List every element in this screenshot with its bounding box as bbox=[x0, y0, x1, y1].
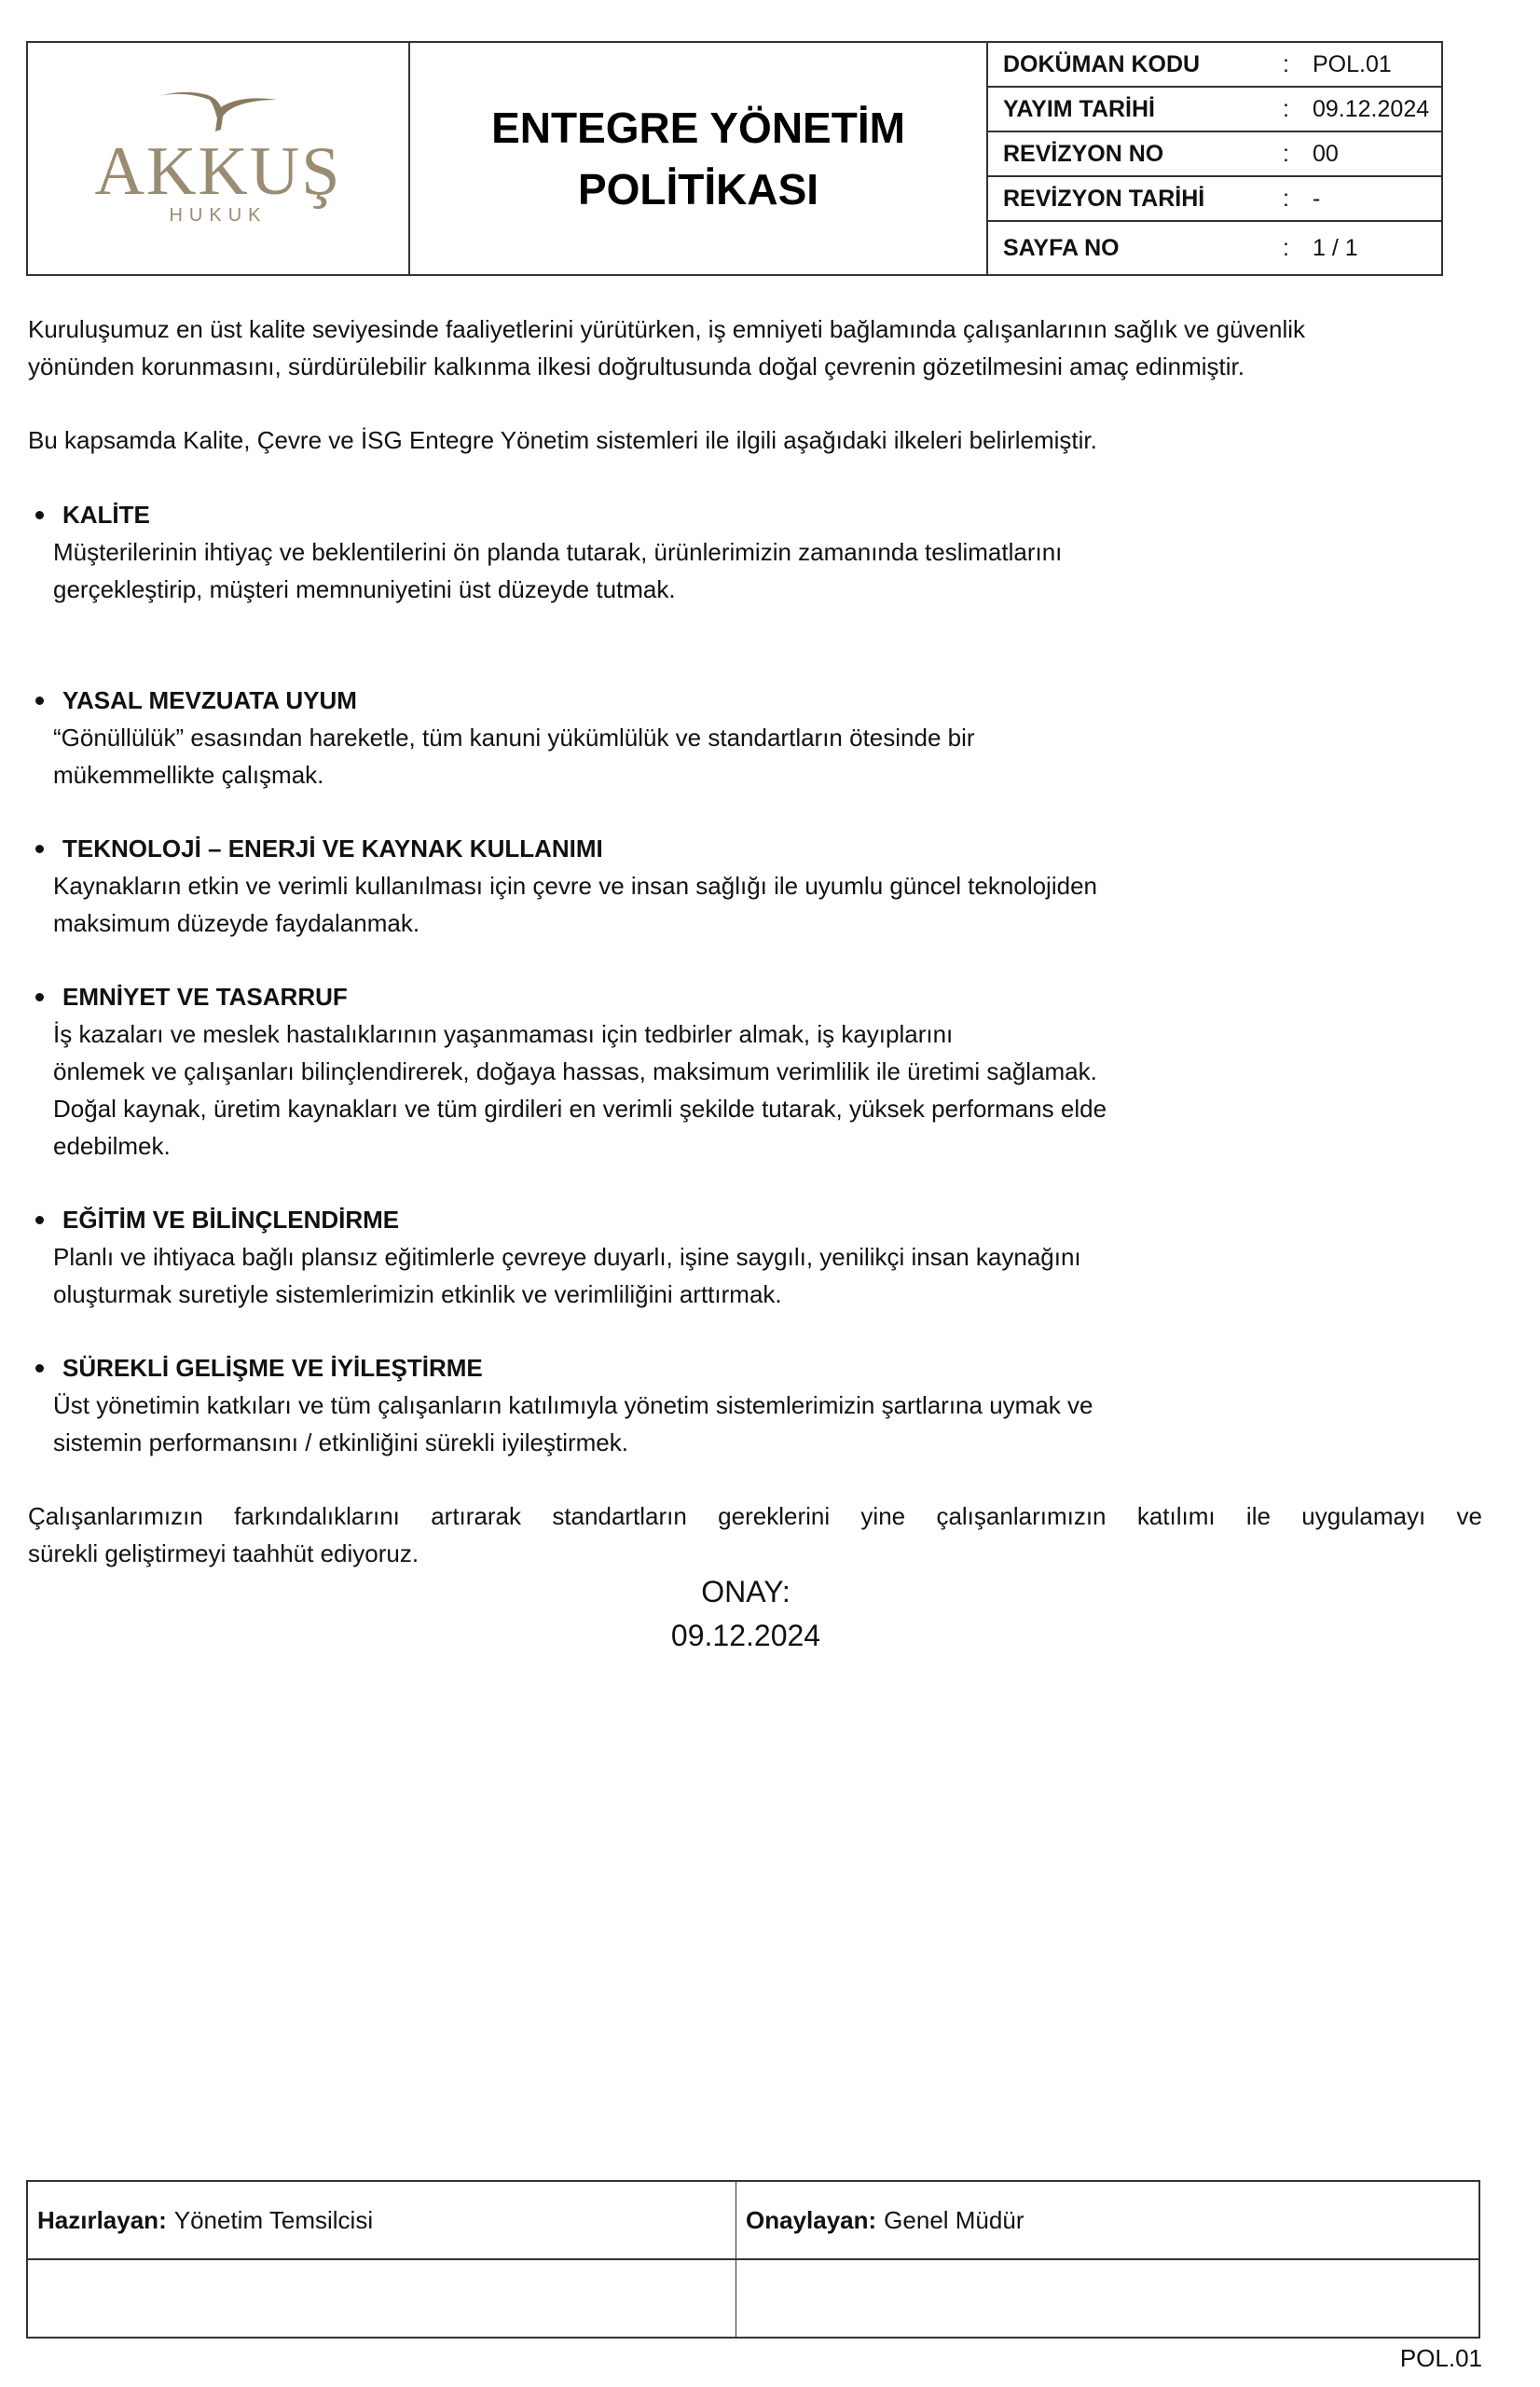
principle-continuous-improvement bbox=[35, 1349, 1434, 1461]
logo-subtitle: HUKUK bbox=[169, 205, 268, 226]
principle-title: SÜREKLİ GELİŞME VE İYİLEŞTİRME bbox=[62, 1354, 483, 1382]
principle-legal-compliance bbox=[35, 682, 1434, 793]
principle-technology-energy bbox=[35, 830, 1434, 942]
closing-paragraph bbox=[28, 1497, 1482, 1572]
meta-row-publish-date bbox=[988, 88, 1441, 132]
title-line-2: POLİTİKASI bbox=[577, 165, 819, 214]
meta-sep: : bbox=[1283, 185, 1289, 212]
meta-row-document-code bbox=[988, 43, 1441, 88]
principle-line: Kaynakların etkin ve verimli kullanılması için çevre ve insan sağlığı ile uyumlu güncel teknolojiden bbox=[53, 872, 1097, 900]
prepared-by-label: Hazırlayan: bbox=[37, 2205, 167, 2234]
principle-line: edebilmek. bbox=[53, 1132, 171, 1160]
meta-value: 1 / 1 bbox=[1313, 234, 1358, 261]
approved-by-label: Onaylayan: bbox=[746, 2205, 877, 2234]
document-meta-table bbox=[988, 43, 1441, 274]
intro-line-2: yönünden korunmasını, sürdürülebilir kalkınma ilkesi doğrultusunda doğal çevrenin gözetilmesini amaç edinmiştir. bbox=[28, 352, 1245, 380]
meta-label: REVİZYON NO bbox=[1003, 140, 1164, 167]
approved-by-cell bbox=[736, 2182, 1478, 2260]
meta-sep: : bbox=[1283, 95, 1289, 122]
principle-line: sistemin performansını / etkinliğini sürekli iyileştirmek. bbox=[53, 1428, 628, 1456]
approved-by-value: Genel Müdür bbox=[884, 2205, 1024, 2234]
document-header bbox=[26, 41, 1443, 276]
principle-line: oluşturmak suretiyle sistemlerimizin etkinlik ve verimliliğini arttırmak. bbox=[53, 1280, 782, 1308]
bullet-icon bbox=[35, 1364, 44, 1373]
meta-sep: : bbox=[1283, 234, 1289, 261]
principle-safety-savings bbox=[35, 978, 1434, 1165]
approval-label: ONAY: bbox=[701, 1575, 791, 1608]
closing-line-1: Çalışanlarımızın farkındalıklarını artırarak standartların gereklerini yine çalışanlarımızın katılımı ile uygulamayı ve bbox=[28, 1502, 1482, 1530]
meta-row-revision-date bbox=[988, 177, 1441, 222]
principle-line: maksimum düzeyde faydalanmak. bbox=[53, 909, 420, 937]
meta-value: - bbox=[1313, 185, 1321, 212]
closing-line-2: sürekli geliştirmeyi taahhüt ediyoruz. bbox=[28, 1539, 419, 1567]
seagull-icon bbox=[158, 90, 279, 137]
bullet-icon bbox=[35, 845, 44, 853]
meta-label: SAYFA NO bbox=[1003, 234, 1120, 261]
meta-row-page-no bbox=[988, 222, 1441, 274]
logo bbox=[28, 43, 410, 274]
meta-sep: : bbox=[1283, 50, 1289, 77]
intro-paragraph bbox=[28, 310, 1482, 385]
document-title bbox=[410, 43, 988, 274]
meta-row-revision-no bbox=[988, 132, 1441, 177]
principle-line: Planlı ve ihtiyaca bağlı plansız eğitimlerle çevreye duyarlı, işine saygılı, yenilikçi insan kaynağını bbox=[53, 1243, 1081, 1271]
principle-quality bbox=[35, 496, 1434, 608]
principle-title: TEKNOLOJİ – ENERJİ VE KAYNAK KULLANIMI bbox=[62, 835, 603, 862]
meta-sep: : bbox=[1283, 140, 1289, 167]
principle-title: KALİTE bbox=[62, 501, 150, 529]
bullet-icon bbox=[35, 993, 44, 1001]
principle-title: EĞİTİM VE BİLİNÇLENDİRME bbox=[62, 1206, 400, 1234]
principle-line: Üst yönetimin katkıları ve tüm çalışanların katılımıyla yönetim sistemlerimizin şartlarına uymak ve bbox=[53, 1391, 1093, 1419]
principle-title: EMNİYET VE TASARRUF bbox=[62, 983, 348, 1011]
principle-title: YASAL MEVZUATA UYUM bbox=[62, 686, 357, 714]
meta-label: YAYIM TARİHİ bbox=[1003, 95, 1156, 122]
bullet-icon bbox=[35, 697, 44, 705]
principle-line: Müşterilerinin ihtiyaç ve beklentilerini ön planda tutarak, ürünlerimizin zamanında teslimatlarını bbox=[53, 538, 1063, 566]
principle-line: gerçekleştirip, müşteri memnuniyetini üst düzeyde tutmak. bbox=[53, 575, 676, 603]
bullet-icon bbox=[35, 511, 44, 519]
prepared-signature-cell bbox=[28, 2260, 736, 2337]
bullet-icon bbox=[35, 1216, 44, 1224]
prepared-by-cell bbox=[28, 2182, 736, 2260]
principle-line: Doğal kaynak, üretim kaynakları ve tüm girdileri en verimli şekilde tutarak, yüksek performans elde bbox=[53, 1095, 1107, 1123]
meta-label: REVİZYON TARİHİ bbox=[1003, 185, 1205, 212]
approved-signature-cell bbox=[736, 2260, 1478, 2337]
meta-value: POL.01 bbox=[1313, 50, 1392, 77]
principle-line: önlemek ve çalışanları bilinçlendirerek, doğaya hassas, maksimum verimlilik ile üretimi sağlamak. bbox=[53, 1057, 1097, 1085]
scope-paragraph: Bu kapsamda Kalite, Çevre ve İSG Entegre Yönetim sistemleri ile ilgili aşağıdaki ilkeleri belirlemiştir. bbox=[28, 426, 1097, 454]
approval-date: 09.12.2024 bbox=[670, 1619, 821, 1652]
meta-label: DOKÜMAN KODU bbox=[1003, 50, 1201, 77]
logo-name: AKKUŞ bbox=[94, 133, 342, 210]
footer-document-code: POL.01 bbox=[1399, 2344, 1482, 2372]
principle-line: İş kazaları ve meslek hastalıklarının yaşanmaması için tedbirler almak, iş kayıplarını bbox=[53, 1020, 954, 1048]
principle-line: “Gönüllülük” esasından hareketle, tüm kanuni yükümlülük ve standartların ötesinde bir bbox=[53, 724, 975, 752]
prepared-by-value: Yönetim Temsilcisi bbox=[173, 2205, 374, 2234]
meta-value: 09.12.2024 bbox=[1313, 95, 1430, 122]
principle-line: mükemmellikte çalışmak. bbox=[53, 761, 324, 789]
intro-line-1: Kuruluşumuz en üst kalite seviyesinde faaliyetlerini yürütürken, iş emniyeti bağlamında çalışanlarının sağlık ve güvenlik bbox=[28, 315, 1306, 343]
title-line-1: ENTEGRE YÖNETİM bbox=[491, 103, 905, 152]
meta-value: 00 bbox=[1313, 140, 1339, 167]
principle-training-awareness bbox=[35, 1201, 1434, 1313]
signature-table bbox=[26, 2180, 1480, 2339]
